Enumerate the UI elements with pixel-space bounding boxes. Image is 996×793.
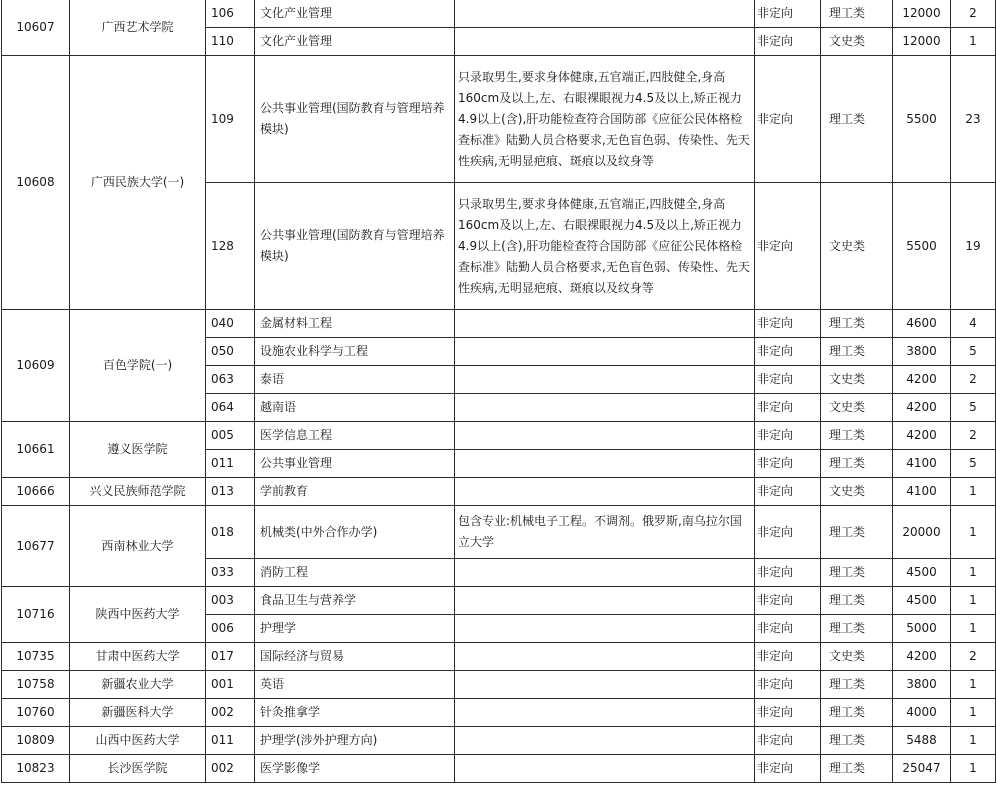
remarks-cell: 只录取男生,要求身体健康,五官端正,四肢健全,身高160cm及以上,左、右眼裸眼视力4.5及以上,矫正视力4.9以上(含),肝功能检查符合国防部《应征公民体格检查标准》陆勤人员合格要求,无色盲色弱、传染性、先天性疾病,无明显疤痕、斑痕以及纹身等 bbox=[455, 56, 755, 183]
school-name-cell: 山西中医药大学 bbox=[70, 727, 206, 755]
school-code-cell: 10661 bbox=[2, 422, 70, 478]
remarks-cell bbox=[455, 643, 755, 671]
direction-cell: 非定向 bbox=[755, 699, 821, 727]
tuition-cell: 12000 bbox=[893, 28, 951, 56]
tuition-cell: 4000 bbox=[893, 699, 951, 727]
remarks-cell bbox=[455, 0, 755, 28]
remarks-cell bbox=[455, 615, 755, 643]
direction-cell: 非定向 bbox=[755, 338, 821, 366]
tuition-cell: 5488 bbox=[893, 727, 951, 755]
school-name-cell: 新疆农业大学 bbox=[70, 671, 206, 699]
table-row bbox=[2, 671, 996, 699]
plan-count-cell: 1 bbox=[951, 727, 996, 755]
major-code-cell: 050 bbox=[206, 338, 255, 366]
direction-cell: 非定向 bbox=[755, 506, 821, 559]
major-code-cell: 018 bbox=[206, 506, 255, 559]
direction-cell: 非定向 bbox=[755, 183, 821, 310]
direction-cell: 非定向 bbox=[755, 450, 821, 478]
school-code-cell: 10607 bbox=[2, 0, 70, 56]
direction-cell: 非定向 bbox=[755, 587, 821, 615]
plan-count-cell: 1 bbox=[951, 28, 996, 56]
major-code-cell: 003 bbox=[206, 587, 255, 615]
tuition-cell: 4600 bbox=[893, 310, 951, 338]
tuition-cell: 4200 bbox=[893, 643, 951, 671]
school-name-cell: 兴义民族师范学院 bbox=[70, 478, 206, 506]
school-code-cell: 10666 bbox=[2, 478, 70, 506]
tuition-cell: 3800 bbox=[893, 338, 951, 366]
remarks-cell bbox=[455, 478, 755, 506]
tuition-cell: 4200 bbox=[893, 366, 951, 394]
school-code-cell: 10609 bbox=[2, 310, 70, 422]
school-name-cell: 广西艺术学院 bbox=[70, 0, 206, 56]
remarks-cell bbox=[455, 755, 755, 783]
major-name-cell: 食品卫生与营养学 bbox=[255, 587, 455, 615]
category-cell: 理工类 bbox=[821, 338, 893, 366]
major-code-cell: 106 bbox=[206, 0, 255, 28]
major-name-cell: 国际经济与贸易 bbox=[255, 643, 455, 671]
school-name-cell: 西南林业大学 bbox=[70, 506, 206, 587]
plan-count-cell: 1 bbox=[951, 671, 996, 699]
table-body bbox=[2, 0, 996, 783]
category-cell: 理工类 bbox=[821, 727, 893, 755]
tuition-cell: 3800 bbox=[893, 671, 951, 699]
major-code-cell: 109 bbox=[206, 56, 255, 183]
major-name-cell: 机械类(中外合作办学) bbox=[255, 506, 455, 559]
tuition-cell: 4100 bbox=[893, 450, 951, 478]
category-cell: 理工类 bbox=[821, 615, 893, 643]
tuition-cell: 4500 bbox=[893, 559, 951, 587]
category-cell: 文史类 bbox=[821, 183, 893, 310]
school-code-cell: 10760 bbox=[2, 699, 70, 727]
school-code-cell: 10823 bbox=[2, 755, 70, 783]
plan-count-cell: 23 bbox=[951, 56, 996, 183]
major-name-cell: 公共事业管理(国防教育与管理培养模块) bbox=[255, 56, 455, 183]
remarks-cell bbox=[455, 310, 755, 338]
major-name-cell: 英语 bbox=[255, 671, 455, 699]
major-code-cell: 005 bbox=[206, 422, 255, 450]
admissions-table bbox=[1, 0, 996, 783]
remarks-cell bbox=[455, 394, 755, 422]
category-cell: 理工类 bbox=[821, 422, 893, 450]
major-name-cell: 护理学 bbox=[255, 615, 455, 643]
major-name-cell: 金属材料工程 bbox=[255, 310, 455, 338]
remarks-cell bbox=[455, 450, 755, 478]
major-code-cell: 064 bbox=[206, 394, 255, 422]
school-code-cell: 10608 bbox=[2, 56, 70, 310]
category-cell: 理工类 bbox=[821, 56, 893, 183]
school-code-cell: 10716 bbox=[2, 587, 70, 643]
major-name-cell: 医学信息工程 bbox=[255, 422, 455, 450]
major-code-cell: 017 bbox=[206, 643, 255, 671]
school-code-cell: 10677 bbox=[2, 506, 70, 587]
plan-count-cell: 2 bbox=[951, 643, 996, 671]
table-row bbox=[2, 587, 996, 615]
major-name-cell: 消防工程 bbox=[255, 559, 455, 587]
table-row bbox=[2, 56, 996, 183]
major-name-cell: 学前教育 bbox=[255, 478, 455, 506]
major-code-cell: 011 bbox=[206, 727, 255, 755]
remarks-cell bbox=[455, 699, 755, 727]
tuition-cell: 20000 bbox=[893, 506, 951, 559]
category-cell: 理工类 bbox=[821, 671, 893, 699]
direction-cell: 非定向 bbox=[755, 615, 821, 643]
category-cell: 理工类 bbox=[821, 310, 893, 338]
major-code-cell: 128 bbox=[206, 183, 255, 310]
category-cell: 理工类 bbox=[821, 450, 893, 478]
remarks-cell bbox=[455, 671, 755, 699]
major-code-cell: 063 bbox=[206, 366, 255, 394]
tuition-cell: 4500 bbox=[893, 587, 951, 615]
category-cell: 文史类 bbox=[821, 366, 893, 394]
major-name-cell: 医学影像学 bbox=[255, 755, 455, 783]
major-code-cell: 011 bbox=[206, 450, 255, 478]
major-code-cell: 002 bbox=[206, 699, 255, 727]
plan-count-cell: 4 bbox=[951, 310, 996, 338]
tuition-cell: 4200 bbox=[893, 394, 951, 422]
category-cell: 文史类 bbox=[821, 28, 893, 56]
plan-count-cell: 5 bbox=[951, 450, 996, 478]
major-code-cell: 002 bbox=[206, 755, 255, 783]
remarks-cell bbox=[455, 587, 755, 615]
plan-count-cell: 1 bbox=[951, 478, 996, 506]
major-name-cell: 公共事业管理 bbox=[255, 450, 455, 478]
category-cell: 文史类 bbox=[821, 394, 893, 422]
category-cell: 理工类 bbox=[821, 506, 893, 559]
table-row bbox=[2, 478, 996, 506]
school-name-cell: 陕西中医药大学 bbox=[70, 587, 206, 643]
tuition-cell: 5500 bbox=[893, 183, 951, 310]
category-cell: 理工类 bbox=[821, 0, 893, 28]
table-row bbox=[2, 755, 996, 783]
category-cell: 理工类 bbox=[821, 699, 893, 727]
table-row bbox=[2, 643, 996, 671]
tuition-cell: 4200 bbox=[893, 422, 951, 450]
major-name-cell: 文化产业管理 bbox=[255, 28, 455, 56]
school-name-cell: 遵义医学院 bbox=[70, 422, 206, 478]
plan-count-cell: 1 bbox=[951, 699, 996, 727]
school-name-cell: 广西民族大学(一) bbox=[70, 56, 206, 310]
table-row bbox=[2, 0, 996, 28]
direction-cell: 非定向 bbox=[755, 366, 821, 394]
plan-count-cell: 1 bbox=[951, 506, 996, 559]
plan-count-cell: 5 bbox=[951, 394, 996, 422]
major-code-cell: 040 bbox=[206, 310, 255, 338]
remarks-cell bbox=[455, 338, 755, 366]
category-cell: 文史类 bbox=[821, 643, 893, 671]
major-code-cell: 110 bbox=[206, 28, 255, 56]
remarks-cell bbox=[455, 727, 755, 755]
table-row bbox=[2, 310, 996, 338]
direction-cell: 非定向 bbox=[755, 643, 821, 671]
major-code-cell: 001 bbox=[206, 671, 255, 699]
plan-count-cell: 1 bbox=[951, 587, 996, 615]
direction-cell: 非定向 bbox=[755, 755, 821, 783]
direction-cell: 非定向 bbox=[755, 310, 821, 338]
school-name-cell: 新疆医科大学 bbox=[70, 699, 206, 727]
direction-cell: 非定向 bbox=[755, 422, 821, 450]
remarks-cell bbox=[455, 28, 755, 56]
major-name-cell: 针灸推拿学 bbox=[255, 699, 455, 727]
direction-cell: 非定向 bbox=[755, 394, 821, 422]
tuition-cell: 12000 bbox=[893, 0, 951, 28]
category-cell: 理工类 bbox=[821, 559, 893, 587]
school-code-cell: 10735 bbox=[2, 643, 70, 671]
plan-count-cell: 2 bbox=[951, 0, 996, 28]
category-cell: 理工类 bbox=[821, 587, 893, 615]
plan-count-cell: 2 bbox=[951, 422, 996, 450]
remarks-cell bbox=[455, 559, 755, 587]
school-name-cell: 甘肃中医药大学 bbox=[70, 643, 206, 671]
direction-cell: 非定向 bbox=[755, 559, 821, 587]
table-row bbox=[2, 727, 996, 755]
school-code-cell: 10809 bbox=[2, 727, 70, 755]
major-name-cell: 设施农业科学与工程 bbox=[255, 338, 455, 366]
school-name-cell: 百色学院(一) bbox=[70, 310, 206, 422]
category-cell: 理工类 bbox=[821, 755, 893, 783]
direction-cell: 非定向 bbox=[755, 671, 821, 699]
tuition-cell: 25047 bbox=[893, 755, 951, 783]
plan-count-cell: 1 bbox=[951, 559, 996, 587]
plan-count-cell: 2 bbox=[951, 366, 996, 394]
direction-cell: 非定向 bbox=[755, 727, 821, 755]
remarks-cell: 包含专业:机械电子工程。不调剂。俄罗斯,南乌拉尔国立大学 bbox=[455, 506, 755, 559]
remarks-cell bbox=[455, 366, 755, 394]
category-cell: 文史类 bbox=[821, 478, 893, 506]
direction-cell: 非定向 bbox=[755, 0, 821, 28]
school-name-cell: 长沙医学院 bbox=[70, 755, 206, 783]
remarks-cell bbox=[455, 422, 755, 450]
major-name-cell: 文化产业管理 bbox=[255, 0, 455, 28]
major-name-cell: 越南语 bbox=[255, 394, 455, 422]
table-row bbox=[2, 506, 996, 559]
major-code-cell: 033 bbox=[206, 559, 255, 587]
tuition-cell: 5000 bbox=[893, 615, 951, 643]
direction-cell: 非定向 bbox=[755, 28, 821, 56]
tuition-cell: 4100 bbox=[893, 478, 951, 506]
direction-cell: 非定向 bbox=[755, 478, 821, 506]
remarks-cell: 只录取男生,要求身体健康,五官端正,四肢健全,身高160cm及以上,左、右眼裸眼视力4.5及以上,矫正视力4.9以上(含),肝功能检查符合国防部《应征公民体格检查标准》陆勤人员合格要求,无色盲色弱、传染性、先天性疾病,无明显疤痕、斑痕以及纹身等 bbox=[455, 183, 755, 310]
major-name-cell: 公共事业管理(国防教育与管理培养模块) bbox=[255, 183, 455, 310]
major-code-cell: 006 bbox=[206, 615, 255, 643]
plan-count-cell: 5 bbox=[951, 338, 996, 366]
tuition-cell: 5500 bbox=[893, 56, 951, 183]
school-code-cell: 10758 bbox=[2, 671, 70, 699]
major-code-cell: 013 bbox=[206, 478, 255, 506]
table-row bbox=[2, 422, 996, 450]
table-row bbox=[2, 699, 996, 727]
plan-count-cell: 1 bbox=[951, 755, 996, 783]
major-name-cell: 泰语 bbox=[255, 366, 455, 394]
plan-count-cell: 19 bbox=[951, 183, 996, 310]
major-name-cell: 护理学(涉外护理方向) bbox=[255, 727, 455, 755]
plan-count-cell: 1 bbox=[951, 615, 996, 643]
direction-cell: 非定向 bbox=[755, 56, 821, 183]
